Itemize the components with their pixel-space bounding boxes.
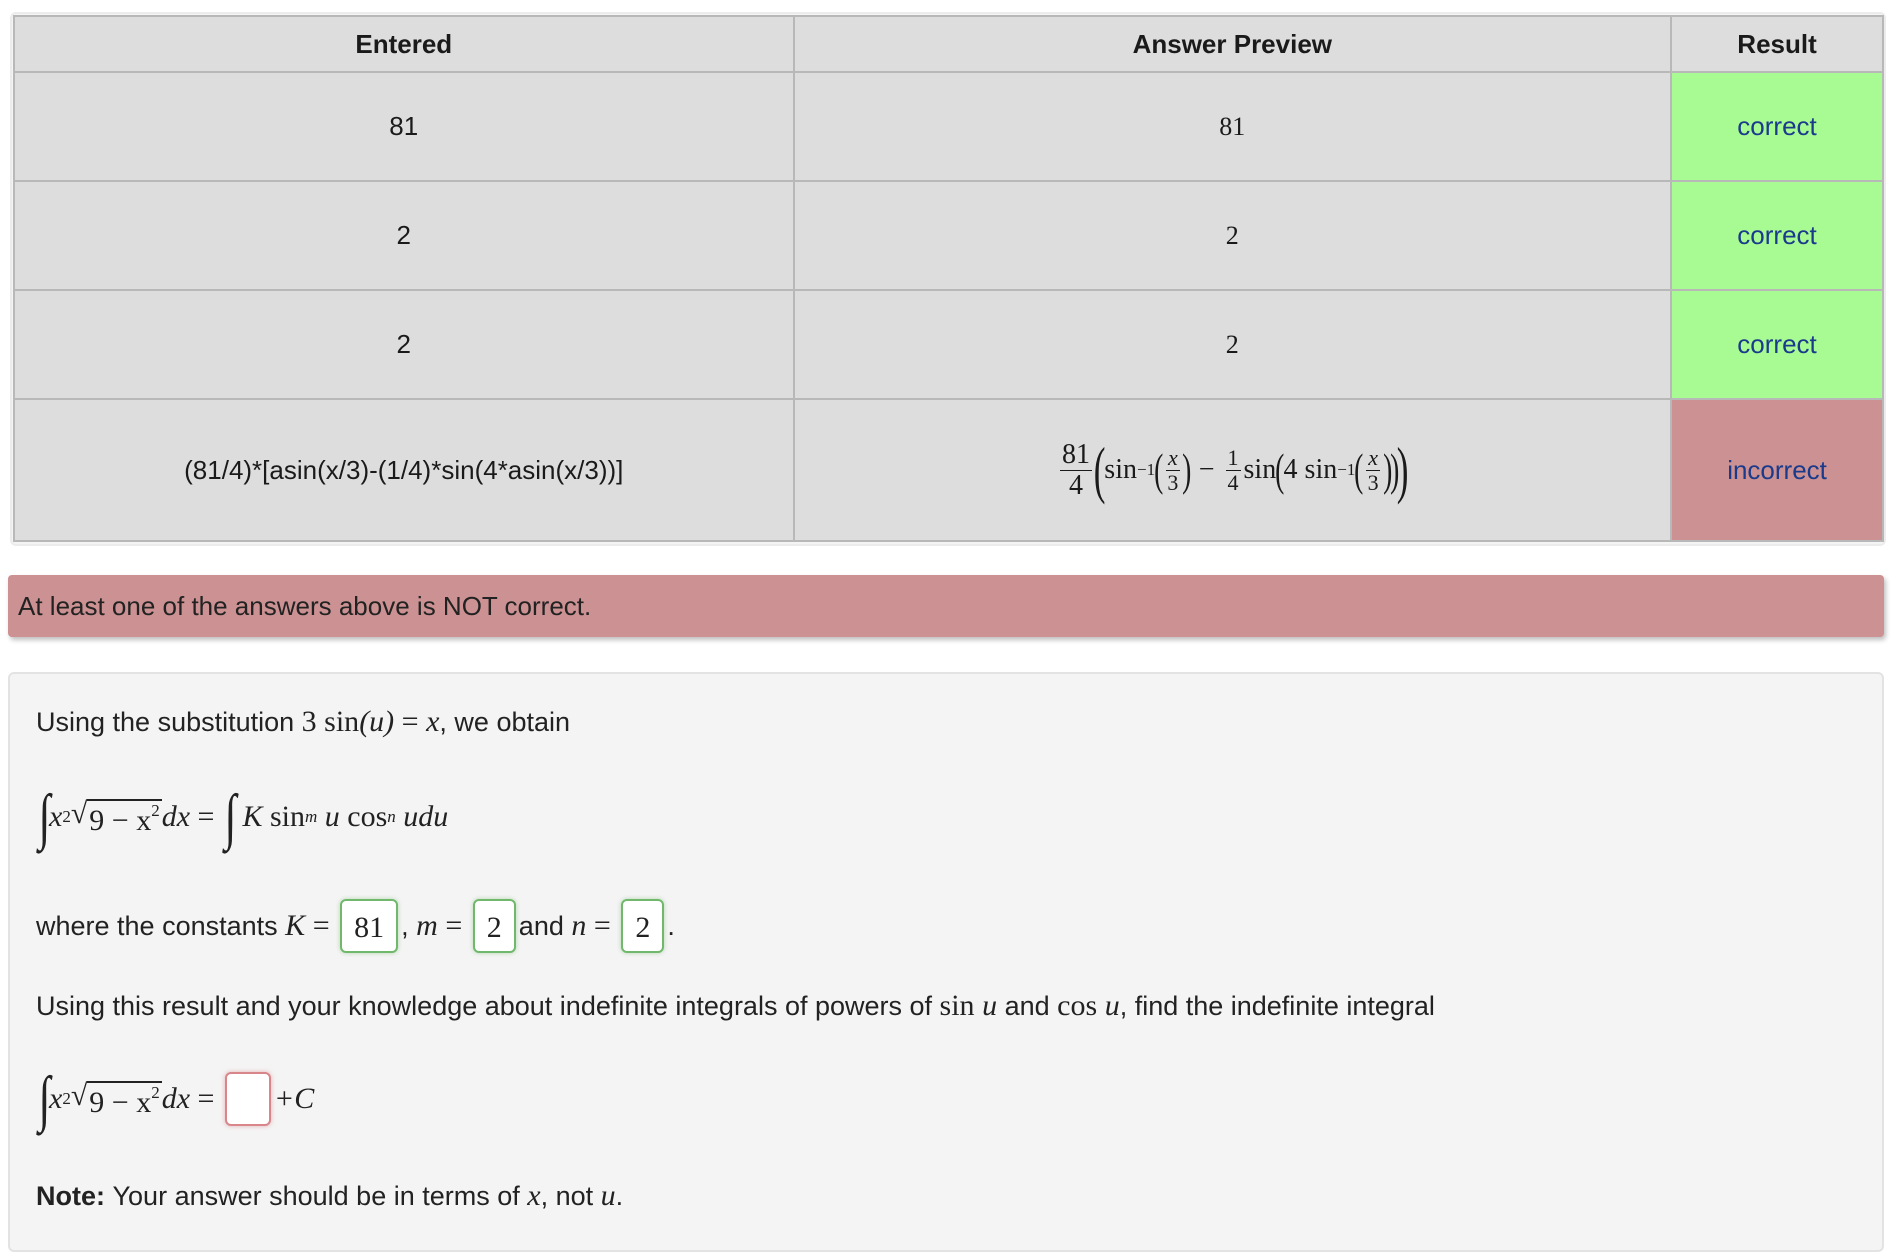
result-cell: incorrect	[1671, 399, 1883, 541]
preview-cell	[794, 399, 1672, 541]
table-row	[14, 290, 1883, 399]
preview-formula: $\frac{81}{4}$ ( sin −1 ( $\frac{x}{3}$ ) − $\frac{1}{4}$ sin ( 4 sin −1 ( $\frac{x}{3}$ ) ) )	[1061, 434, 1409, 505]
feedback-banner	[8, 575, 1884, 637]
integral-equation: ∫ x 2 √ $9 - x^2$ dx = ∫ K sin m u cos n udu	[38, 783, 449, 851]
result-cell: correct	[1671, 72, 1883, 181]
table-row	[14, 181, 1883, 290]
open-paren: (	[1093, 434, 1106, 505]
col-header-preview: Answer Preview	[794, 16, 1672, 72]
n-answer-input[interactable]: 2	[621, 899, 664, 953]
K-answer-input[interactable]: 81	[340, 899, 398, 953]
note-label: Note:	[36, 1180, 105, 1211]
table-row	[14, 72, 1883, 181]
entered-cell: 81	[14, 72, 794, 181]
result-cell: correct	[1671, 290, 1883, 399]
square-root: √ $9 - x^2$	[70, 796, 160, 837]
substitution-line: Using the substitution 3 sin (u) = x , we obtain	[36, 705, 571, 738]
entered-cell: 2	[14, 290, 794, 399]
final-integral-line: ∫ x 2 √ $9 - x^2$ dx = +C	[38, 1065, 315, 1133]
result-cell: correct	[1671, 181, 1883, 290]
m-answer-input[interactable]: 2	[473, 899, 516, 953]
note-line: Note: Your answer should be in terms of x , not u .	[36, 1179, 624, 1212]
col-header-result: Result	[1671, 16, 1883, 72]
close-paren: )	[1397, 434, 1409, 505]
col-header-entered: Entered	[14, 16, 794, 72]
problem-panel	[8, 672, 1884, 1252]
integral-answer-input[interactable]	[225, 1072, 271, 1126]
entered-cell: 2	[14, 181, 794, 290]
integral-sign: ∫	[224, 783, 237, 851]
results-table	[13, 15, 1884, 542]
coef-fraction: $\frac{81}{4}$	[1061, 439, 1090, 501]
integral-sign: ∫	[38, 1065, 51, 1133]
feedback-text: At least one of the answers above is NOT correct.	[18, 590, 592, 621]
integral-sign: ∫	[38, 783, 51, 851]
results-table-container	[10, 12, 1886, 546]
table-row	[14, 399, 1883, 541]
substitution-math: 3 sin (u) = x	[301, 705, 440, 738]
entered-cell: (81/4)*[asin(x/3)-(1/4)*sin(4*asin(x/3))]	[14, 399, 794, 541]
instruction-line: Using this result and your knowledge about indefinite integrals of powers of sin u and cos u , find the indefinite integral	[36, 989, 1435, 1022]
constants-line: where the constants K = 81 , m = 2 and n = 2 .	[36, 896, 675, 956]
preview-cell: 81	[794, 72, 1672, 181]
square-root: √ $9 - x^2$	[70, 1078, 160, 1119]
preview-cell: 2	[794, 181, 1672, 290]
preview-cell: 2	[794, 290, 1672, 399]
